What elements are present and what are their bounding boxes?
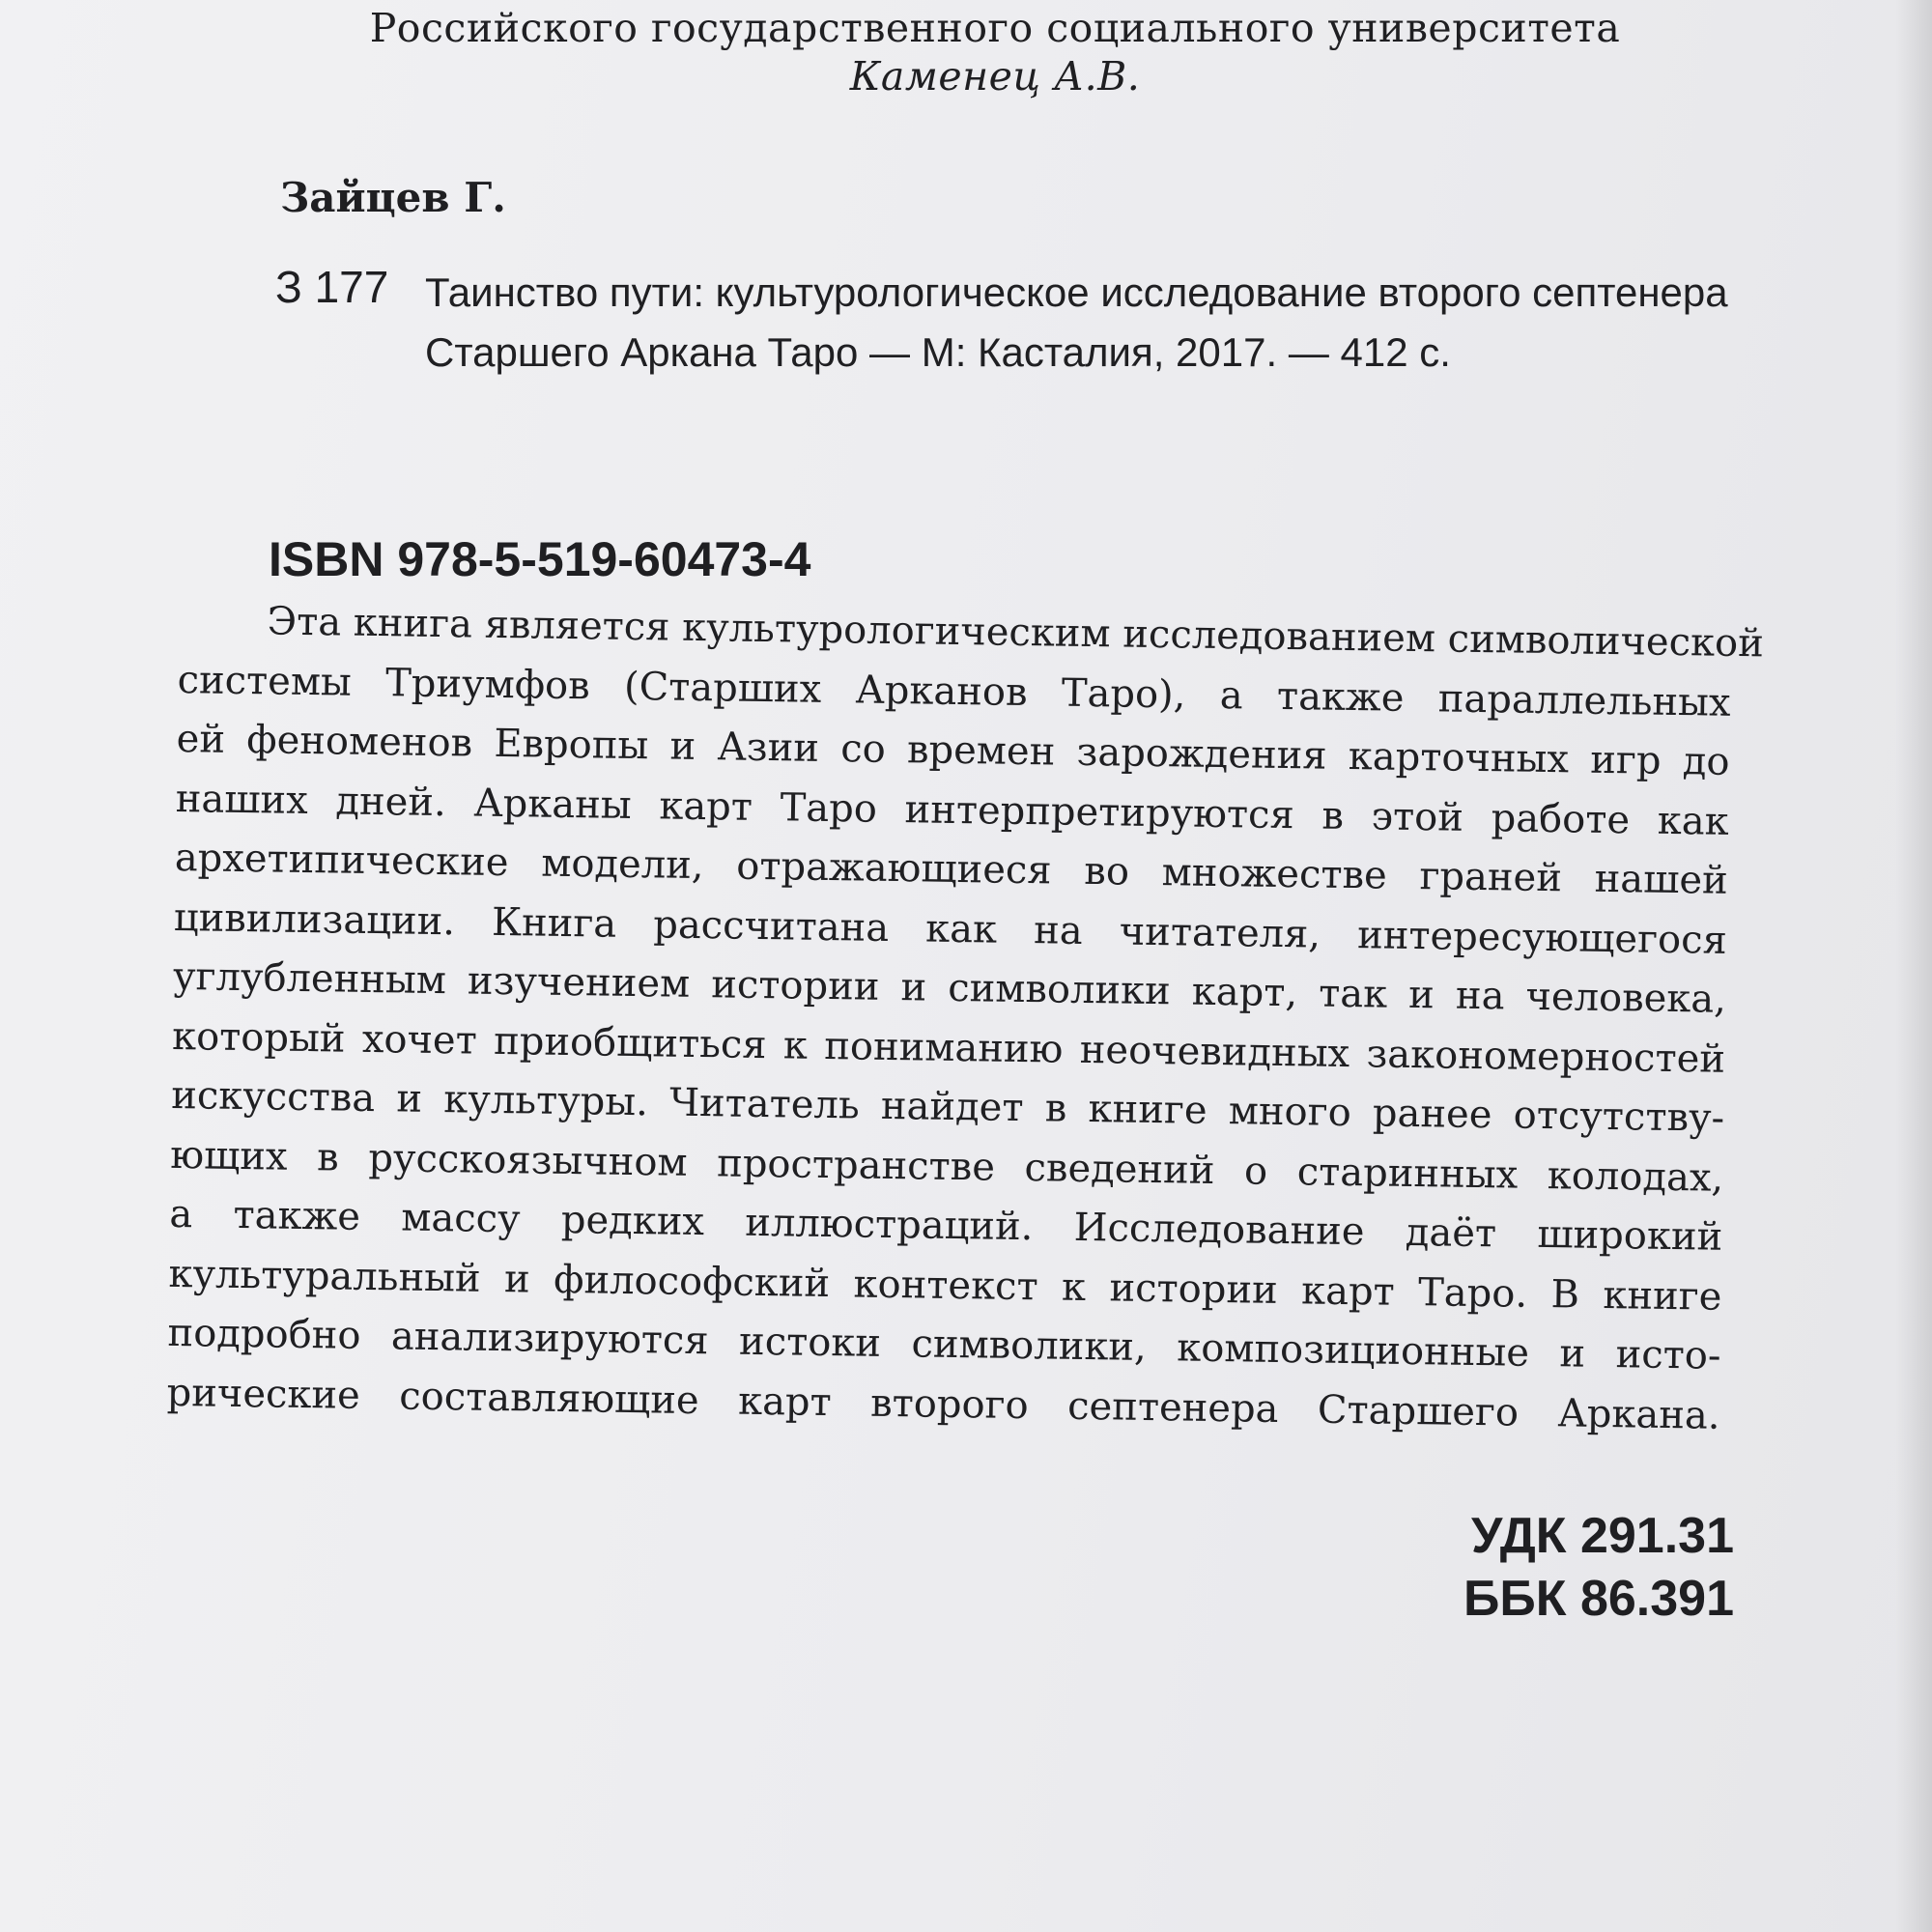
abstract-line: системы Триумфов (Старших Арканов Таро), а также параллельных: [177, 657, 1731, 725]
isbn: ISBN 978-5-519-60473-4: [269, 532, 811, 586]
abstract-line: искусства и культуры. Читатель найдет в книге много ранее отсутству-: [170, 1072, 1725, 1141]
abstract-line: подробно анализируются истоки символики, композиционные и исто-: [167, 1310, 1721, 1378]
abstract-line: рические составляющие карт второго септенера Старшего Аркана.: [166, 1370, 1720, 1438]
abstract-line: ющих в русскоязычном пространстве сведений о старинных колодах,: [170, 1132, 1724, 1201]
abstract-line: который хочет приобщиться к пониманию неочевидных закономерностей: [171, 1013, 1726, 1082]
catalog-code: З 177: [275, 262, 389, 312]
abstract: [166, 591, 1765, 1446]
abstract-line: ей феноменов Европы и Азии со времен зарождения карточных игр до: [176, 716, 1730, 784]
bibliography-line: Старшего Аркана Таро — М: Касталия, 2017. — 412 с.: [425, 329, 1451, 375]
author-name: Зайцев Г.: [280, 174, 506, 221]
abstract-line: культуральный и философский контекст к истории карт Таро. В книге: [168, 1251, 1722, 1320]
udk-code: УДК 291.31: [1471, 1508, 1734, 1564]
abstract-line: наших дней. Арканы карт Таро интерпретируются в этой работе как: [175, 776, 1729, 844]
abstract-line: а также массу редких иллюстраций. Исследование даёт широкий: [169, 1191, 1723, 1260]
abstract-line: Эта книга является культурологическим исследованием символической: [267, 599, 1765, 667]
reviewer-name: Каменец А.В.: [849, 53, 1141, 99]
reviewer-institution: Российского государственного социального университета: [369, 5, 1621, 51]
abstract-line: архетипические модели, отражающиеся во множестве граней нашей: [174, 835, 1729, 903]
abstract-line: цивилизации. Книга рассчитана как на читателя, интересующегося: [173, 895, 1728, 963]
bbk-code: ББК 86.391: [1463, 1571, 1734, 1627]
bibliography-line: Таинство пути: культурологическое исследование второго септенера: [425, 270, 1728, 315]
spine-shadow: [1895, 0, 1932, 1932]
bibliographic-description: [425, 263, 1728, 383]
abstract-line: углубленным изучением истории и символики карт, так и на человека,: [172, 953, 1727, 1022]
